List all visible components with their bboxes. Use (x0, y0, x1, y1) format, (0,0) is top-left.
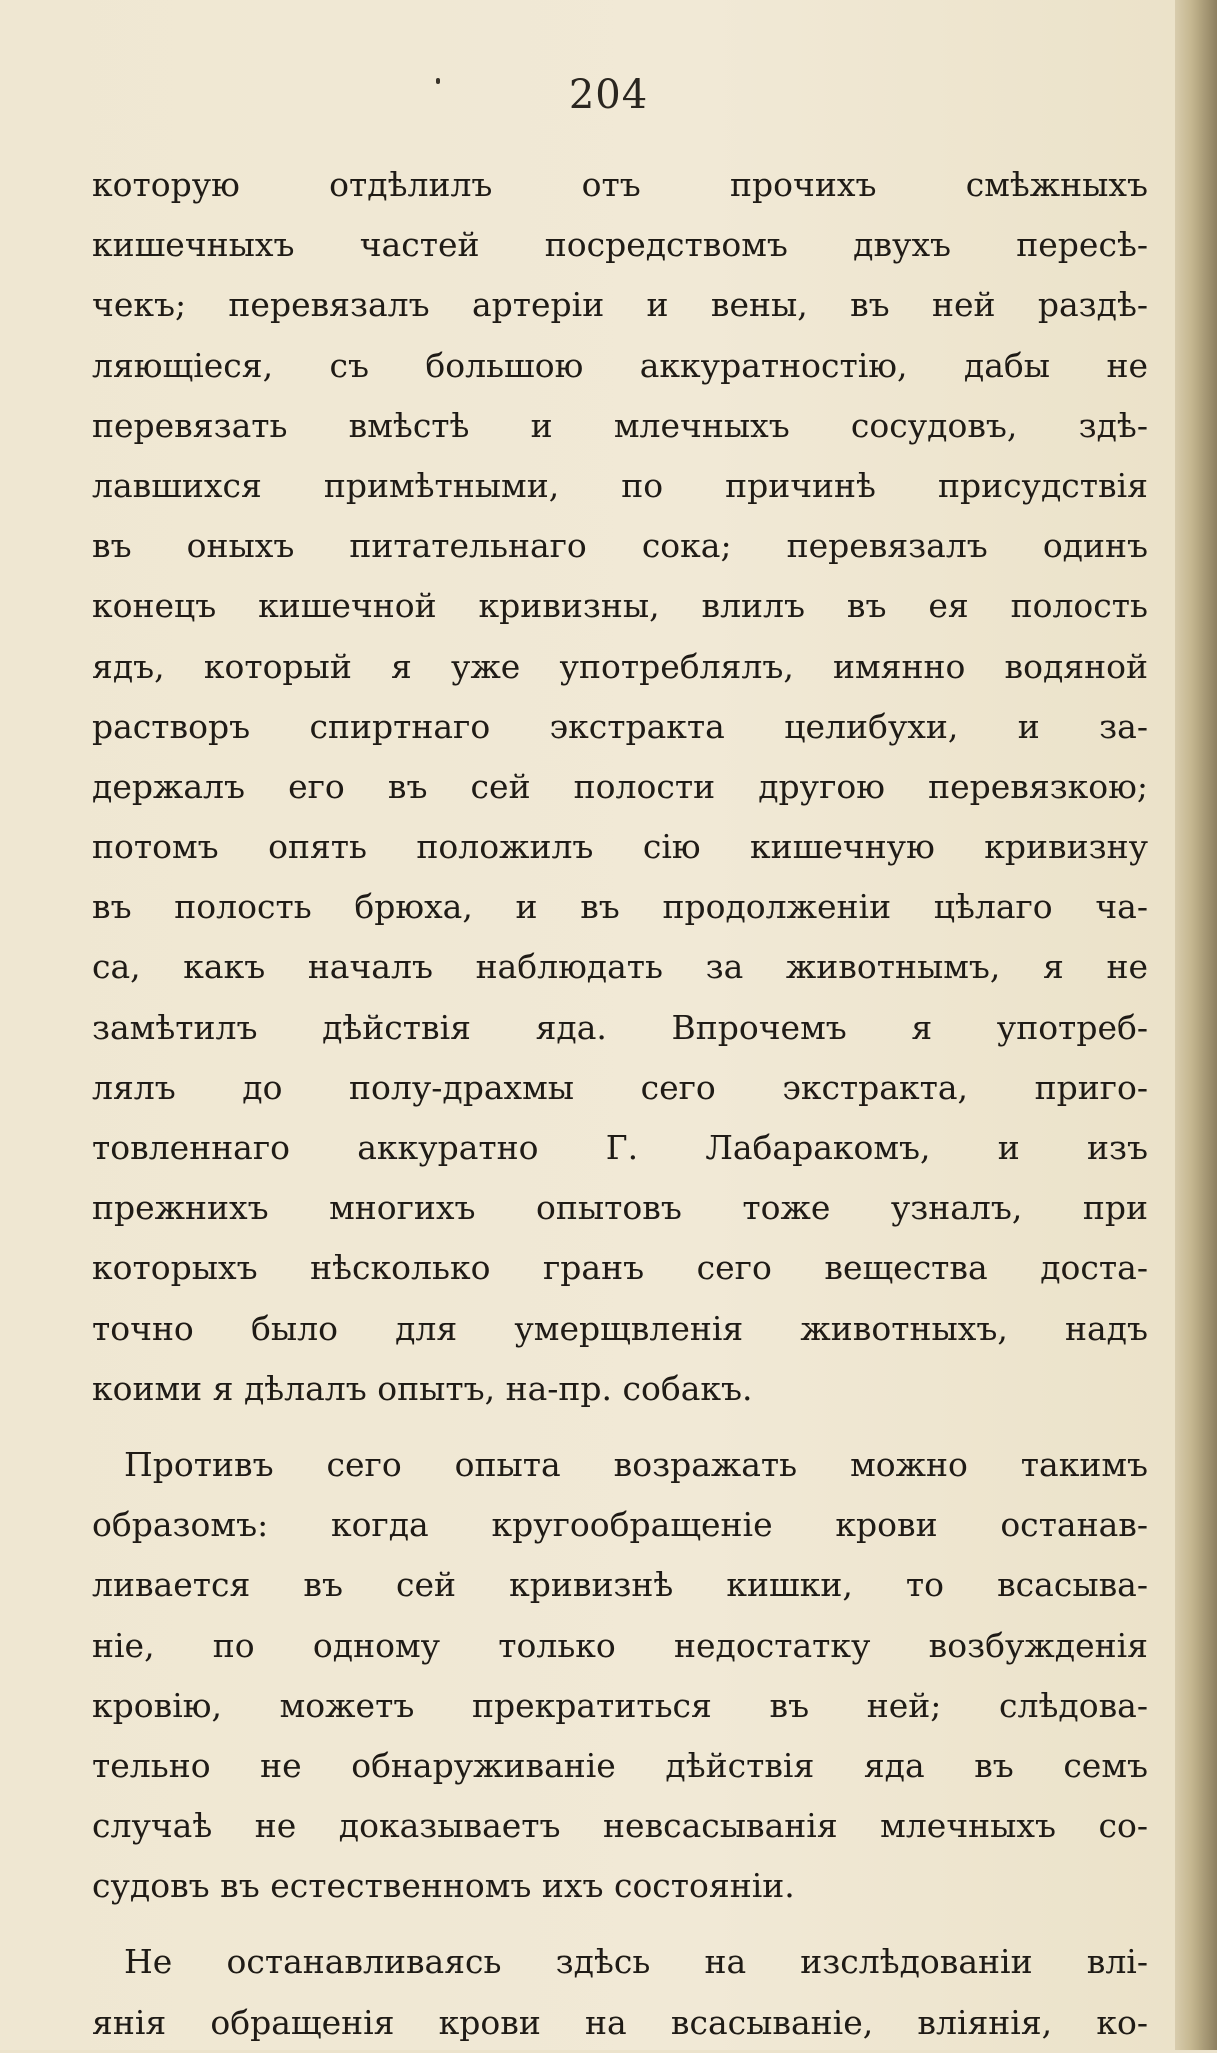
paragraph-gap (92, 1916, 1148, 1932)
text-line: въ полость брюха, и въ продолженіи цѣлаго ча- (92, 887, 1148, 927)
text-line: ляющіеся, съ большою аккуратностію, дабы не (92, 345, 1148, 385)
text-line: ядъ, который я уже употреблялъ, имянно водяной (92, 646, 1148, 686)
paragraph-3 (92, 1932, 1148, 2052)
text-line: прежнихъ многихъ опытовъ тоже узналъ, при (92, 1188, 1148, 1228)
text-line: случаѣ не доказываетъ невсасыванія млечныхъ со- (92, 1806, 1148, 1846)
text-line: которую отдѣлилъ отъ прочихъ смѣжныхъ (92, 165, 1148, 204)
text-line: конецъ кишечной кривизны, влилъ въ ея полость (92, 586, 1148, 626)
text-line: янія обращенія крови на всасываніе, вліянія, ко- (92, 2002, 1148, 2042)
text-line: судовъ въ естественномъ ихъ состояніи. (92, 1866, 795, 1906)
text-line: коими я дѣлалъ опытъ, на-пр. собакъ. (92, 1368, 753, 1408)
text-line: Противъ сего опыта возражать можно такимъ (124, 1444, 1148, 1484)
text-line: потомъ опять положилъ сію кишечную кривизну (92, 827, 1148, 867)
text-line: перевязать вмѣстѣ и млечныхъ сосудовъ, здѣ- (92, 405, 1148, 445)
text-line: кровію, можетъ прекратиться въ ней; слѣдова- (92, 1685, 1148, 1725)
body-text (92, 155, 1148, 2053)
text-line: тельно не обнаруживаніе дѣйствія яда въ семъ (92, 1745, 1148, 1785)
page-number: 204 (568, 72, 649, 118)
text-line: товленнаго аккуратно Г. Лабаракомъ, и изъ (92, 1128, 1148, 1167)
text-line: держалъ его въ сей полости другою перевязкою; (92, 766, 1148, 806)
paragraph-1 (92, 155, 1148, 1419)
paragraph-2 (92, 1435, 1148, 1917)
text-line: растворъ спиртнаго экстракта целибухи, и за- (92, 706, 1148, 746)
text-line: точно было для умерщвленія животныхъ, надъ (92, 1308, 1148, 1348)
text-line: Не останавливаясь здѣсь на изслѣдованіи влі- (124, 1942, 1148, 1982)
text-line: ливается въ сей кривизнѣ кишки, то всасыва- (92, 1565, 1148, 1605)
text-line: лавшихся примѣтными, по причинѣ присудствія (92, 465, 1148, 505)
text-line: которыхъ нѣсколько гранъ сего вещества доста- (92, 1248, 1148, 1288)
text-line: образомъ: когда кругообращеніе крови останав- (92, 1505, 1148, 1545)
text-line: замѣтилъ дѣйствія яда. Впрочемъ я употреб- (92, 1007, 1148, 1047)
text-line: чекъ; перевязалъ артеріи и вены, въ ней раздѣ- (92, 285, 1148, 325)
text-line: са, какъ началъ наблюдать за животнымъ, я не (92, 947, 1148, 987)
page-edge (1175, 0, 1217, 2050)
text-line: кишечныхъ частей посредствомъ двухъ пересѣ- (92, 225, 1148, 265)
text-line: лялъ до полу-драхмы сего экстракта, приго- (92, 1067, 1148, 1107)
paragraph-gap (92, 1419, 1148, 1435)
text-line: въ оныхъ питательнаго сока; перевязалъ одинъ (92, 526, 1148, 566)
text-line: ніе, по одному только недостатку возбужденія (92, 1625, 1148, 1665)
